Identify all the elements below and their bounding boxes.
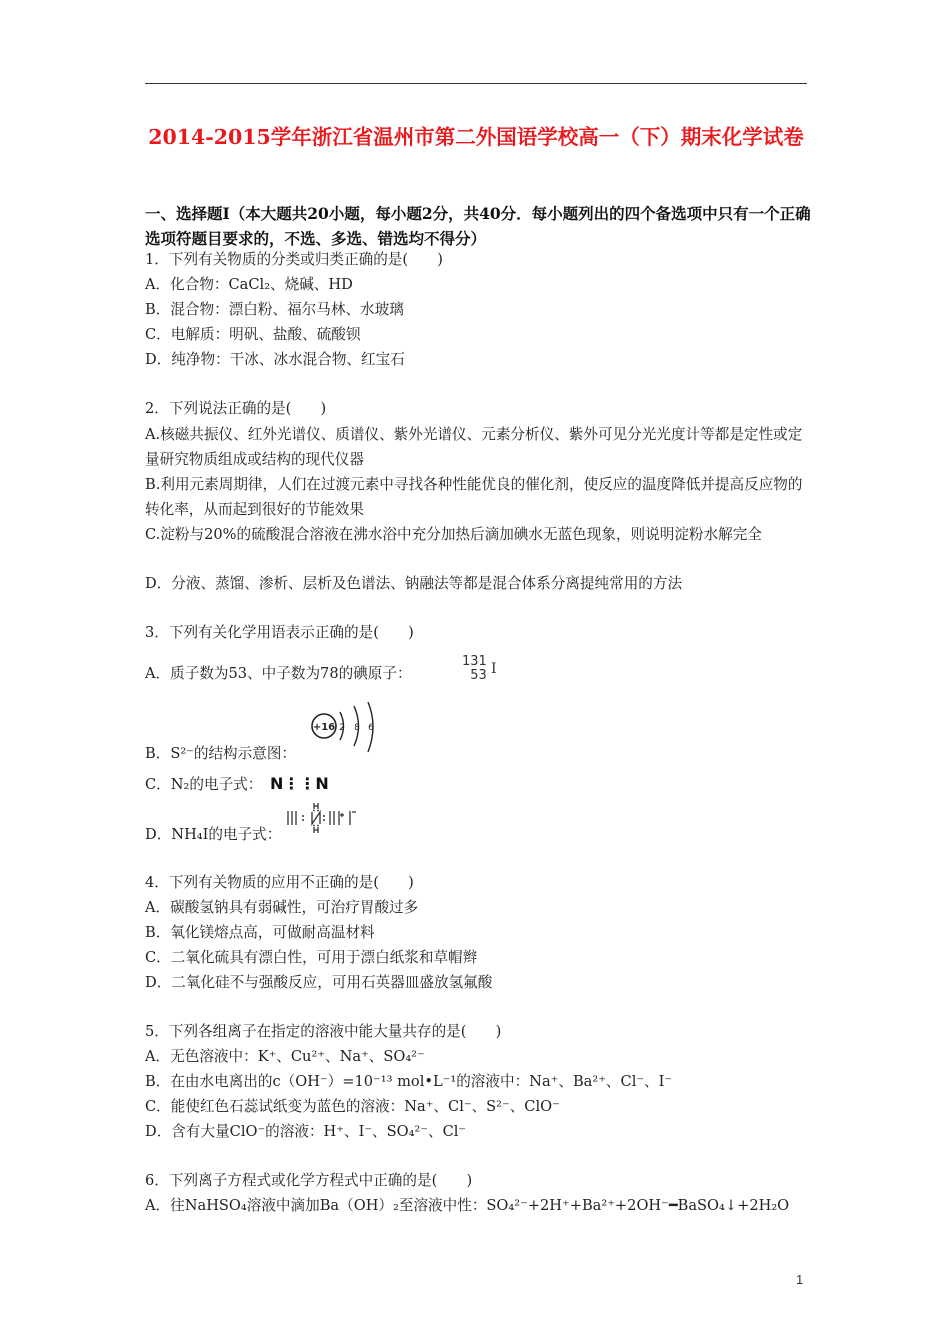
q1-option-d: D．纯净物：干冰、冰水混合物、红宝石 [145,351,405,368]
shell-3-electrons: 6 [368,723,374,733]
q2-option-c: C.淀粉与20%的硫酸混合溶液在沸水浴中充分加热后滴加碘水无蓝色现象，则说明淀粉水解完全 [145,526,762,543]
nucleus-charge: +16 [312,722,336,733]
nh4i-electron-formula [284,799,364,841]
q5-option-a: A．无色溶液中：K⁺、Cu²⁺、Na⁺、SO₄²⁻ [145,1048,425,1065]
q1-option-b: B．混合物：漂白粉、福尔马林、水玻璃 [145,301,404,318]
q4-option-d: D．二氧化硅不与强酸反应，可用石英器皿盛放氢氟酸 [145,974,493,991]
q4-option-b: B．氧化镁熔点高，可做耐高温材料 [145,924,375,941]
iodine-nuclide-notation [462,655,497,683]
q1-option-c: C．电解质：明矾、盐酸、硫酸钡 [145,326,361,343]
element-symbol: I [490,661,497,677]
q5-option-b: B．在由水电离出的c（OH⁻）=10⁻¹³ mol•L⁻¹的溶液中：Na⁺、Ba²⁺、Cl⁻、I⁻ [145,1073,673,1090]
q5-option-d: D．含有大量ClO⁻的溶液：H⁺、I⁻、SO₄²⁻、Cl⁻ [145,1123,467,1140]
section-heading: 一、选择题Ⅰ（本大题共20小题，每小题2分，共40分．每小题列出的四个备选项中只有一个正确选项符题目要求的，不选、多选、错选均不得分） [145,204,811,248]
shell-1-electrons: 2 [339,723,345,733]
q3-option-d: D．NH₄I的电子式： [145,826,282,843]
q2-option-b: B.利用元素周期律，人们在过渡元素中寻找各种性能优良的催化剂，使反应的温度降低并提高反应物的转化率，从而起到很好的节能效果 [145,476,803,518]
q2-option-a: A.核磁共振仪、红外光谱仪、质谱仪、紫外光谱仪、元素分析仪、紫外可见分光光度计等都是定性或定量研究物质组成或结构的现代仪器 [145,426,803,468]
atomic-number: 53 [470,668,487,683]
q4-option-a: A．碳酸氢钠具有弱碱性，可治疗胃酸过多 [145,899,419,916]
mass-number: 131 [462,654,487,669]
shell-2-electrons: 8 [354,723,360,733]
q3-stem: 3．下列有关化学用语表示正确的是( ) [145,624,414,641]
page-number: 1 [796,1272,804,1287]
q1-option-a: A．化合物：CaCl₂、烧碱、HD [145,276,353,293]
q6-stem: 6．下列离子方程式或化学方程式中正确的是( ) [145,1172,473,1189]
page-title: 2014-2015学年浙江省温州市第二外国语学校高一（下）期末化学试卷 [148,125,804,149]
q5-option-c: C．能使红色石蕊试纸变为蓝色的溶液：Na⁺、Cl⁻、S²⁻、ClO⁻ [145,1098,560,1115]
q1-stem: 1．下列有关物质的分类或归类正确的是( ) [145,251,443,268]
sulfide-structure-diagram [306,702,386,762]
q5-stem: 5．下列各组离子在指定的溶液中能大量共存的是( ) [145,1023,502,1040]
n2-electron-formula: N⋮⋮N [270,774,329,793]
q6-option-a: A．往NaHSO₄溶液中滴加Ba（OH）₂至溶液中性：SO₄²⁻+2H⁺+Ba²⁺+2OH⁻━BaSO₄↓+2H₂O [145,1197,790,1214]
q2-stem: 2．下列说法正确的是( ) [145,400,327,417]
q3-option-a: A．质子数为53、中子数为78的碘原子： [145,665,412,682]
q3-option-b: B．S²⁻的结构示意图： [145,745,297,762]
q2-option-d: D．分液、蒸馏、渗析、层析及色谱法、钠融法等都是混合体系分离提纯常用的方法 [145,575,683,592]
q4-stem: 4．下列有关物质的应用不正确的是( ) [145,874,414,891]
q4-option-c: C．二氧化硫具有漂白性，可用于漂白纸浆和草帽辫 [145,949,478,966]
header-rule [145,83,807,84]
q3-option-c: C．N₂的电子式： [145,776,263,793]
